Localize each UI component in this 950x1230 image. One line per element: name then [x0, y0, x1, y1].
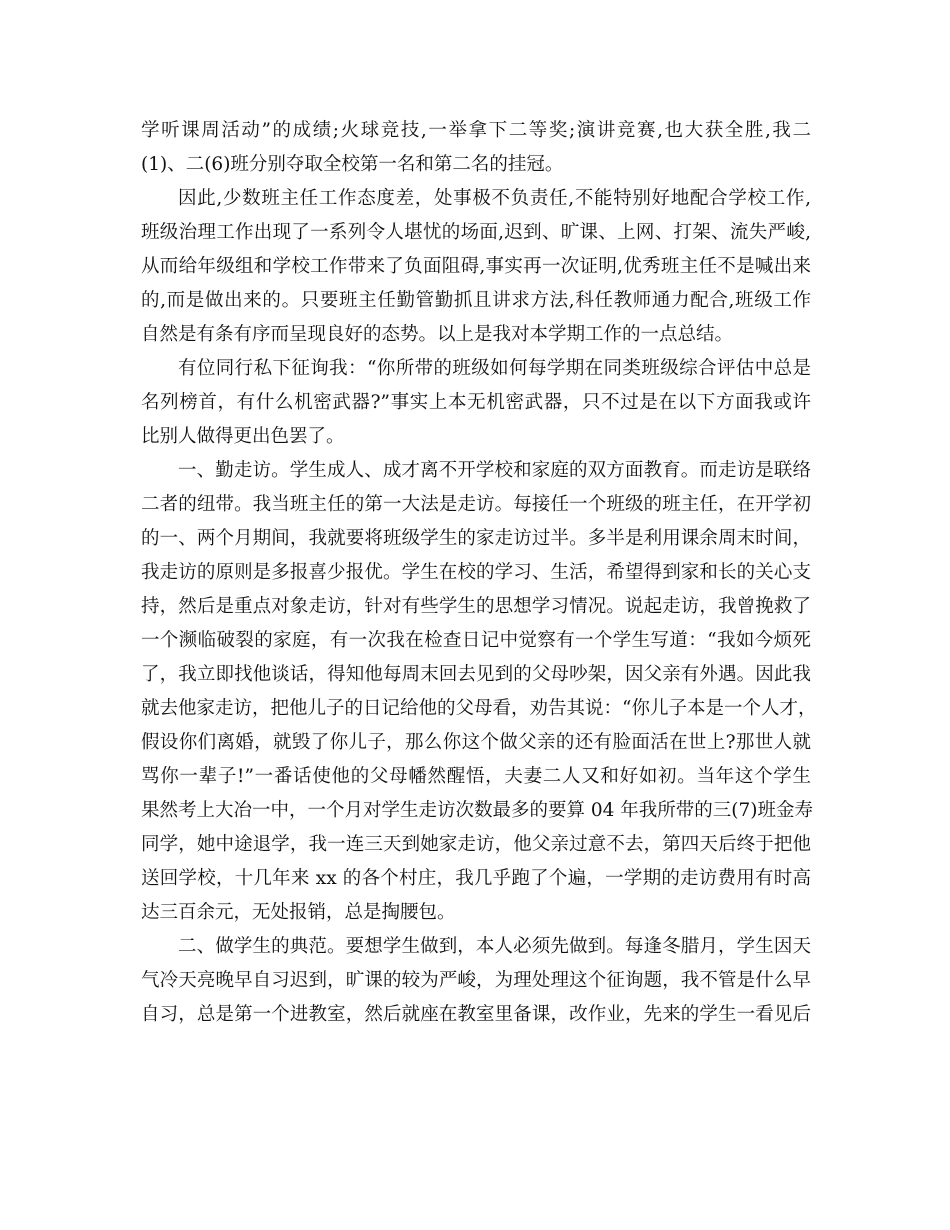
text-line: 果然考上大冶一中，一个月对学生走访次数最多的要算 04 年我所带的三(7)班金寿	[141, 800, 814, 821]
text-line: 有位同行私下征询我：“你所带的班级如何每学期在同类班级综合评估中总是	[178, 358, 811, 379]
text-line: 因此,少数班主任工作态度差，处事极不负责任,不能特别好地配合学校工作,	[178, 188, 811, 209]
text-line: 的,而是做出来的。只要班主任勤管勤抓且讲求方法,科任教师通力配合,班级工作	[141, 290, 811, 311]
text-line: 比别人做得更出色罢了。	[141, 426, 345, 447]
text-line: 二、做学生的典范。要想学生做到，本人必须先做到。每逢冬腊月，学生因天	[178, 936, 811, 957]
text-line: 骂你一辈子!”一番话使他的父母幡然醒悟，夫妻二人又和好如初。当年这个学生	[141, 766, 811, 787]
text-line: (1)、二(6)班分别夺取全校第一名和第二名的挂冠。	[141, 154, 564, 175]
text-line: 名列榜首，有什么机密武器?”事实上本无机密武器，只不过是在以下方面我或许	[141, 392, 811, 413]
text-line: 自然是有条有序而呈现良好的态势。以上是我对本学期工作的一点总结。	[141, 324, 734, 345]
text-line: 假设你们离婚，就毁了你儿子，那么你这个做父亲的还有脸面活在世上?那世人就	[141, 732, 811, 753]
text-line: 学听课周活动”的成绩;火球竞技,一举拿下二等奖;演讲竞赛,也大获全胜,我二	[141, 120, 811, 141]
text-line: 一个濒临破裂的家庭，有一次我在检查日记中觉察有一个学生写道：“我如今烦死	[141, 630, 811, 651]
text-line: 的一、两个月期间，我就要将班级学生的家走访过半。多半是利用课余周末时间，	[141, 528, 811, 549]
text-line: 我走访的原则是多报喜少报优。学生在校的学习、生活，希望得到家和长的关心支	[141, 562, 811, 583]
text-line: 气冷天亮晚早自习迟到，旷课的较为严峻，为理处理这个征询题，我不管是什么早	[141, 970, 811, 991]
text-line: 从而给年级组和学校工作带来了负面阻碍,事实再一次证明,优秀班主任不是喊出来	[141, 256, 811, 277]
text-line: 一、勤走访。学生成人、成才离不开学校和家庭的双方面教育。而走访是联络	[178, 460, 811, 481]
text-line: 二者的纽带。我当班主任的第一大法是走访。每接任一个班级的班主任，在开学初	[141, 494, 811, 515]
text-line: 班级治理工作出现了一系列令人堪忧的场面,迟到、旷课、上网、打架、流失严峻,	[141, 222, 811, 243]
text-line: 了，我立即找他谈话，得知他每周末回去见到的父母吵架，因父亲有外遇。因此我	[141, 664, 811, 685]
text-line: 达三百余元，无处报销，总是掏腰包。	[141, 902, 456, 923]
text-line: 自习，总是第一个进教室，然后就座在教室里备课，改作业，先来的学生一看见后	[141, 1004, 811, 1025]
text-line: 就去他家走访，把他儿子的日记给他的父母看，劝告其说：“你儿子本是一个人才，	[141, 698, 817, 719]
document-body	[141, 114, 817, 1032]
text-line: 同学，她中途退学，我一连三天到她家走访，他父亲过意不去，第四天后终于把他	[141, 834, 811, 855]
text-line: 持，然后是重点对象走访，针对有些学生的思想学习情况。说起走访，我曾挽救了	[141, 596, 811, 617]
text-line: 送回学校，十几年来 xx 的各个村庄，我几乎跑了个遍，一学期的走访费用有时高	[141, 868, 811, 889]
